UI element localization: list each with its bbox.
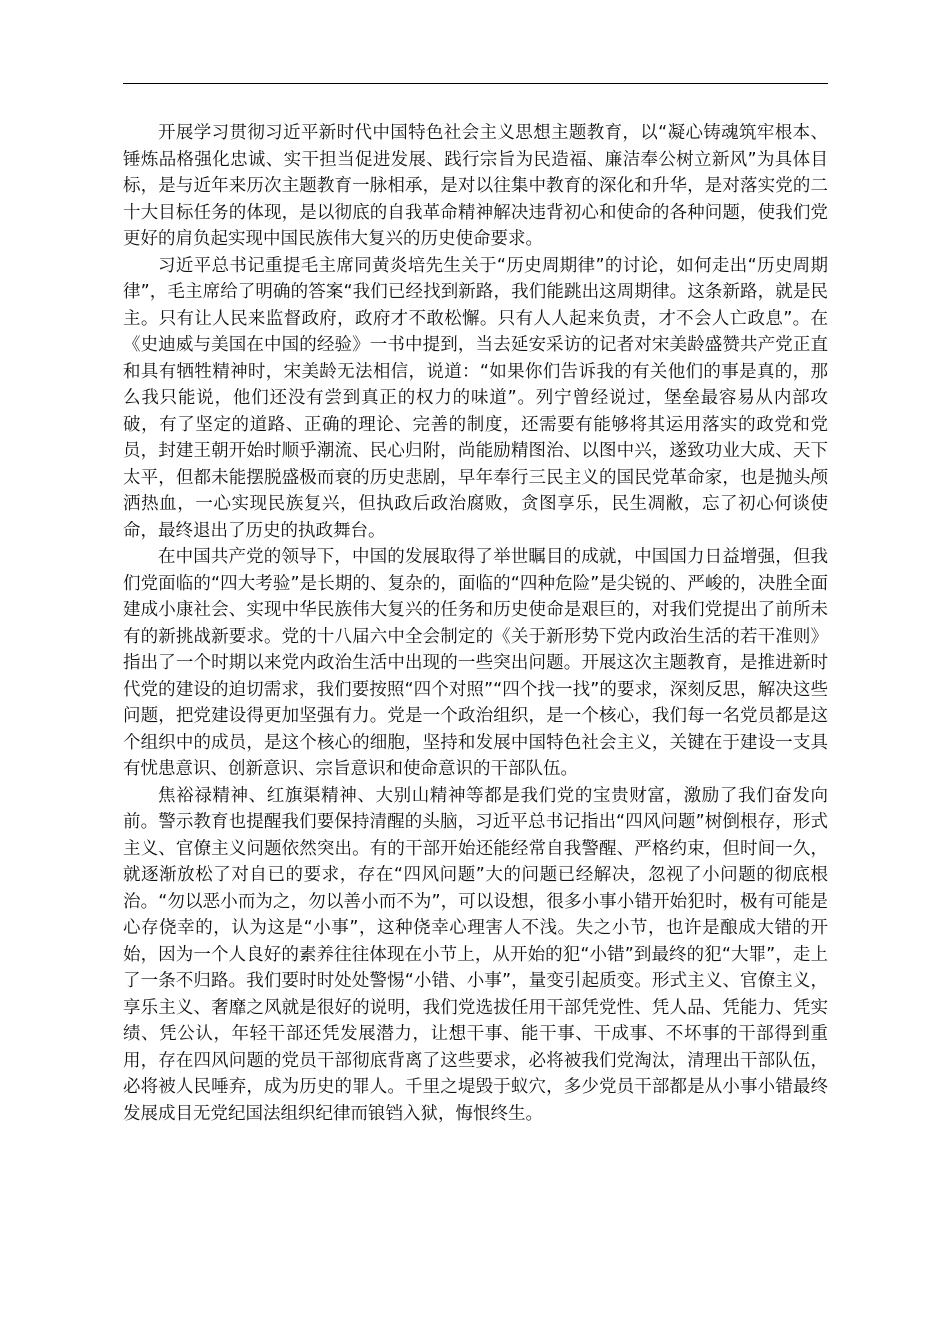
document-body [123,120,828,1127]
paragraph-4: 焦裕禄精神、红旗渠精神、大别山精神等都是我们党的宝贵财富，激励了我们奋发向前。警示教育也提醒我们要保持清醒的头脑，习近平总书记指出“四风问题”树倒根存，形式主义、官僚主义问题依然突出。有的干部开始还能经常自我警醒、严格约束，但时间一久，就逐渐放松了对自已的要求，存在“四风问题”大的问题已经解决，忽视了小问题的彻底根治。“勿以恶小而为之，勿以善小而不为”，可以设想，很多小事小错开始犯时，极有可能是心存侥幸的，认为这是“小事”，这种侥幸心理害人不浅。失之小节，也许是酿成大错的开始，因为一个人良好的素养往往体现在小节上，从开始的犯“小错”到最终的犯“大罪”，走上了一条不归路。我们要时时处处警惕“小错、小事”，量变引起质变。形式主义、官僚主义，享乐主义、奢靡之风就是很好的说明，我们党选拔任用干部凭党性、凭人品、凭能力、凭实绩、凭公认，年轻干部还凭发展潜力，让想干事、能干事、干成事、不坏事的干部得到重用，存在四风问题的党员干部彻底背离了这些要求，必将被我们党淘汰，清理出干部队伍，必将被人民唾弃，成为历史的罪人。千里之堤毁于蚁穴，多少党员干部都是从小事小错最终发展成目无党纪国法组织纪律而锒铛入狱，悔恨终生。 [123,785,828,1124]
paragraph-1: 开展学习贯彻习近平新时代中国特色社会主义思想主题教育，以“凝心铸魂筑牢根本、锤炼品格强化忠诚、实干担当促进发展、践行宗旨为民造福、廉洁奉公树立新风”为具体目标，是与近年来历次主题教育一脉相承，是对以往集中教育的深化和升华，是对落实党的二十大目标任务的体现，是以彻底的自我革命精神解决违背初心和使命的各种问题，使我们党更好的肩负起实现中国民族伟大复兴的历史使命要求。 [123,123,828,249]
paragraph-2: 习近平总书记重提毛主席同黄炎培先生关于“历史周期律”的讨论，如何走出“历史周期律”，毛主席给了明确的答案“我们已经找到新路，我们能跳出这周期律。这条新路，就是民主。只有让人民来监督政府，政府才不敢松懈。只有人人起来负责，才不会人亡政息”。在《史迪威与美国在中国的经验》一书中提到，当去延安采访的记者对宋美龄盛赞共产党正直和具有牺牲精神时，宋美龄无法相信，说道：“如果你们告诉我的有关他们的事是真的，那么我只能说，他们还没有尝到真正的权力的味道”。列宁曾经说过，堡垒最容易从内部攻破，有了坚定的道路、正确的理论、完善的制度，还需要有能够将其运用落实的政党和党员，封建王朝开始时顺乎潮流、民心归附，尚能励精图治、以图中兴，遂致功业大成、天下太平，但都未能摆脱盛极而衰的历史悲剧，早年奉行三民主义的国民党革命家，也是抛头颅洒热血，一心实现民族复兴，但执政后政治腐败，贪图享乐，民生凋敝，忘了初心何谈使命，最终退出了历史的执政舞台。 [123,255,828,541]
paragraph-3: 在中国共产党的领导下，中国的发展取得了举世瞩目的成就，中国国力日益增强，但我们党面临的“四大考验”是长期的、复杂的，面临的“四种危险”是尖锐的、严峻的，决胜全面建成小康社会、实现中华民族伟大复兴的任务和历史使命是艰巨的，对我们党提出了前所未有的新挑战新要求。党的十八届六中全会制定的《关于新形势下党内政治生活的若干准则》指出了一个时期以来党内政治生活中出现的一些突出问题。开展这次主题教育，是推进新时代党的建设的迫切需求，我们要按照“四个对照”“四个找一找”的要求，深刻反思，解决这些问题，把党建设得更加坚强有力。党是一个政治组织，是一个核心，我们每一名党员都是这个组织中的成员，是这个核心的细胞，坚持和发展中国特色社会主义，关键在于建设一支具有忧患意识、创新意识、宗旨意识和使命意识的干部队伍。 [123,547,828,779]
header-rule [123,83,828,84]
